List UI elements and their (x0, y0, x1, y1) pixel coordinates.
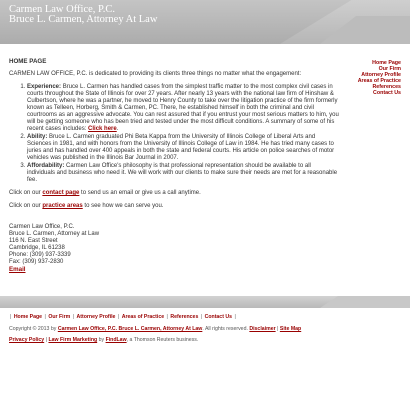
copyright-line (9, 326, 404, 332)
item-heading: Experience: (27, 84, 62, 90)
separator: | (200, 314, 203, 320)
nav-references[interactable]: References (372, 84, 401, 90)
site-title[interactable] (9, 5, 157, 25)
nav-home-page[interactable]: Home Page (372, 60, 401, 66)
law-firm-marketing-link[interactable]: Law Firm Marketing (48, 337, 98, 343)
item-text: Bruce L. Carmen graduated Phi Beta Kappa from the University of Illinois College of Liberal Arts and Sciences in 1981, and with honors from the University of Illinois College of Law in 1984. He has tried many cases to juries and has handled over 400 appeals in both the state and federal courts. His article on police searches of motor vehicles was published in the Illinois Bar Journal in 2007. (27, 134, 335, 161)
copyright-after: . All rights reserved. (202, 326, 248, 332)
site-header (0, 0, 410, 44)
nav-our-firm[interactable]: Our Firm (378, 66, 401, 72)
item-heading: Affordability: (27, 163, 65, 169)
copyright-before: Copyright © 2013 by (9, 326, 57, 332)
footer-nav-references[interactable]: References (170, 314, 199, 320)
nav-areas-of-practice[interactable]: Areas of Practice (357, 78, 401, 84)
by-text: by (98, 337, 105, 343)
site-map-link[interactable]: Site Map (279, 326, 302, 332)
email-link[interactable]: Email (9, 266, 26, 273)
separator: | (10, 314, 12, 320)
marketing-line (9, 337, 404, 343)
separator: | (44, 314, 46, 320)
list-item-experience (27, 84, 339, 133)
practice-after: to see how we can serve you. (84, 203, 164, 209)
contact-paragraph (9, 190, 339, 197)
side-navigation (358, 60, 401, 96)
practice-paragraph (9, 203, 339, 210)
findlaw-link[interactable]: FindLaw (105, 337, 127, 343)
contact-page-link[interactable]: contact page (42, 190, 80, 196)
footer-nav-our-firm[interactable]: Our Firm (48, 314, 71, 320)
separator: | (166, 314, 168, 320)
address-line: Cambridge, IL 61238 (9, 245, 65, 251)
item-text: Bruce L. Carmen has handled cases from the simplest traffic matter to the most complex civil cases in courts throughout the State of Illinois for over 27 years. After nearly 13 years with the national law firm of Hinshaw & Culbertson, where he was a partner, he moved to Henry County to take over the litigation practice of the firm formerly known as Telleen, Horberg, Smith & Carmen, PC. There, he established himself in both the criminal and civil courtrooms as an aggressive advocate. You can rest assured that if you entrust your most serious matters to him, you will be getting someone who has been tried and tested under the most difficult conditions. A summary of some of his recent cases includes: (27, 84, 339, 132)
services-list (9, 84, 339, 184)
separator: | (72, 314, 75, 320)
separator: | (277, 326, 279, 332)
fax-number: Fax: (309) 937-2830 (9, 259, 64, 265)
separator: | (45, 337, 47, 343)
site-footer (9, 314, 404, 348)
practice-areas-link[interactable]: practice areas (42, 203, 83, 209)
separator: | (117, 314, 120, 320)
disclaimer-link[interactable]: Disclaimer (249, 326, 276, 332)
intro-text: CARMEN LAW OFFICE, P.C. is dedicated to providing its clients three things no matter what the engagement: (9, 71, 302, 77)
separator: | (234, 314, 236, 320)
address-line: 116 N. East Street (9, 238, 58, 244)
address-line: Bruce L. Carmen, Attorney at Law (9, 231, 100, 237)
item-heading: Ability: (27, 134, 48, 140)
nav-attorney-profile[interactable]: Attorney Profile (361, 72, 401, 78)
footer-nav-attorney-profile[interactable]: Attorney Profile (76, 314, 116, 320)
item-after: . (116, 126, 119, 132)
site-title-line2: Bruce L. Carmen, Attorney At Law (9, 14, 158, 25)
site-title-line1: Carmen Law Office, P.C. (9, 4, 115, 15)
click-here-link[interactable]: Click here (88, 126, 117, 132)
practice-before: Click on our (9, 203, 41, 209)
footer-nav-home-page[interactable]: Home Page (13, 314, 43, 320)
main-content (9, 58, 339, 274)
nav-contact-us[interactable]: Contact Us (373, 90, 401, 96)
contact-before: Click on our (9, 190, 41, 196)
address-line: Carmen Law Office, P.C. (9, 224, 75, 230)
phone-number: Phone: (309) 937-3339 (9, 252, 71, 258)
privacy-policy-link[interactable]: Privacy Policy (9, 337, 45, 343)
list-item-affordability (27, 163, 339, 184)
item-text: Carmen Law Office's philosophy is that professional representation should be available to all individuals and business who need it. We will work with our clients to make sure their needs are met for a reasonable fee. (27, 163, 338, 183)
footer-nav-areas-of-practice[interactable]: Areas of Practice (121, 314, 165, 320)
footer-navigation (9, 314, 404, 320)
address-block (9, 224, 339, 274)
copyright-link[interactable]: Carmen Law Office, P.C. Bruce L. Carmen, Attorney At Law (57, 326, 203, 332)
thomson-text: , a Thomson Reuters business. (126, 337, 199, 343)
list-item-ability (27, 134, 339, 162)
page-title: HOME PAGE (9, 58, 47, 65)
contact-after: to send us an email or give us a call anytime. (81, 190, 201, 196)
footer-nav-contact-us[interactable]: Contact Us (204, 314, 232, 320)
